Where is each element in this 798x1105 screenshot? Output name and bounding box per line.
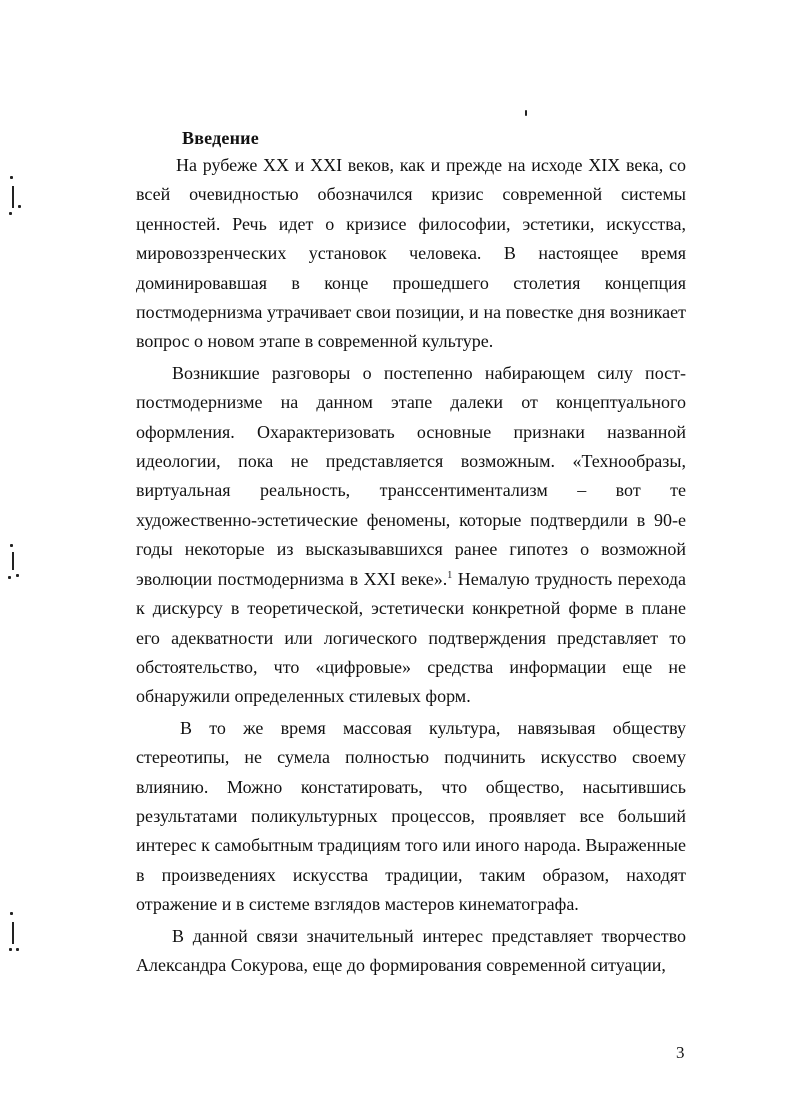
paragraph-2 <box>136 359 686 712</box>
page-number: 3 <box>676 1043 685 1062</box>
body-text <box>136 151 686 980</box>
paragraph-1: На рубеже XX и XXI веков, как и прежде на исходе XIX века, со всей очевидностью обозначился кризис современной системы ценностей. Речь идет о кризисе философии, эстетики, искусства, мировоззренческих установок человека. В настоящее время доминировавшая в конце прошедшего столетия концепция постмодернизма утрачивает свои позиции, и на повестке дня возникает вопрос о новом этапе в современной культуре. <box>136 155 686 352</box>
paragraph-4: В данной связи значительный интерес представляет творчество Александра Сокурова, еще до формирования современной ситуации, <box>136 925 686 975</box>
paragraph-2-continuation: Немалую трудность перехода к дискурсу в теоретической, эстетически конкретной форме в плане его адекватности или логического подтверждения представляет то обстоятельство, что «цифровые» средства информации еще не обнаружили определенных стилевых форм. <box>136 568 687 707</box>
footnote-marker: 1 <box>447 569 453 581</box>
section-heading: Введение <box>182 128 259 148</box>
paragraph-2-text: Возникшие разговоры о постепенно набирающем силу пост-постмодернизме на данном этапе далеки от концептуального оформления. Охарактеризовать основные признаки названной идеологии, пока не представляется возможным. «Технообразы, виртуальная реальность, транссентиментализм – вот те художественно-эстетические феномены, которые подтвердили в 90-е годы некоторые из высказывавшихся ранее гипотез о возможной эволюции постмодернизма в XXI веке». <box>136 362 686 589</box>
scan-speck <box>525 110 527 116</box>
paragraph-3: В то же время массовая культура, навязывая обществу стереотипы, не сумела полностью подчинить искусство своему влиянию. Можно констатировать, что общество, насытившись результатами поликультурных процессов, проявляет все больший интерес к самобытным традициям того или иного народа. Выраженные в произведениях искусства традиции, таким образом, находят отражение и в системе взглядов мастеров кинематографа. <box>136 717 686 915</box>
